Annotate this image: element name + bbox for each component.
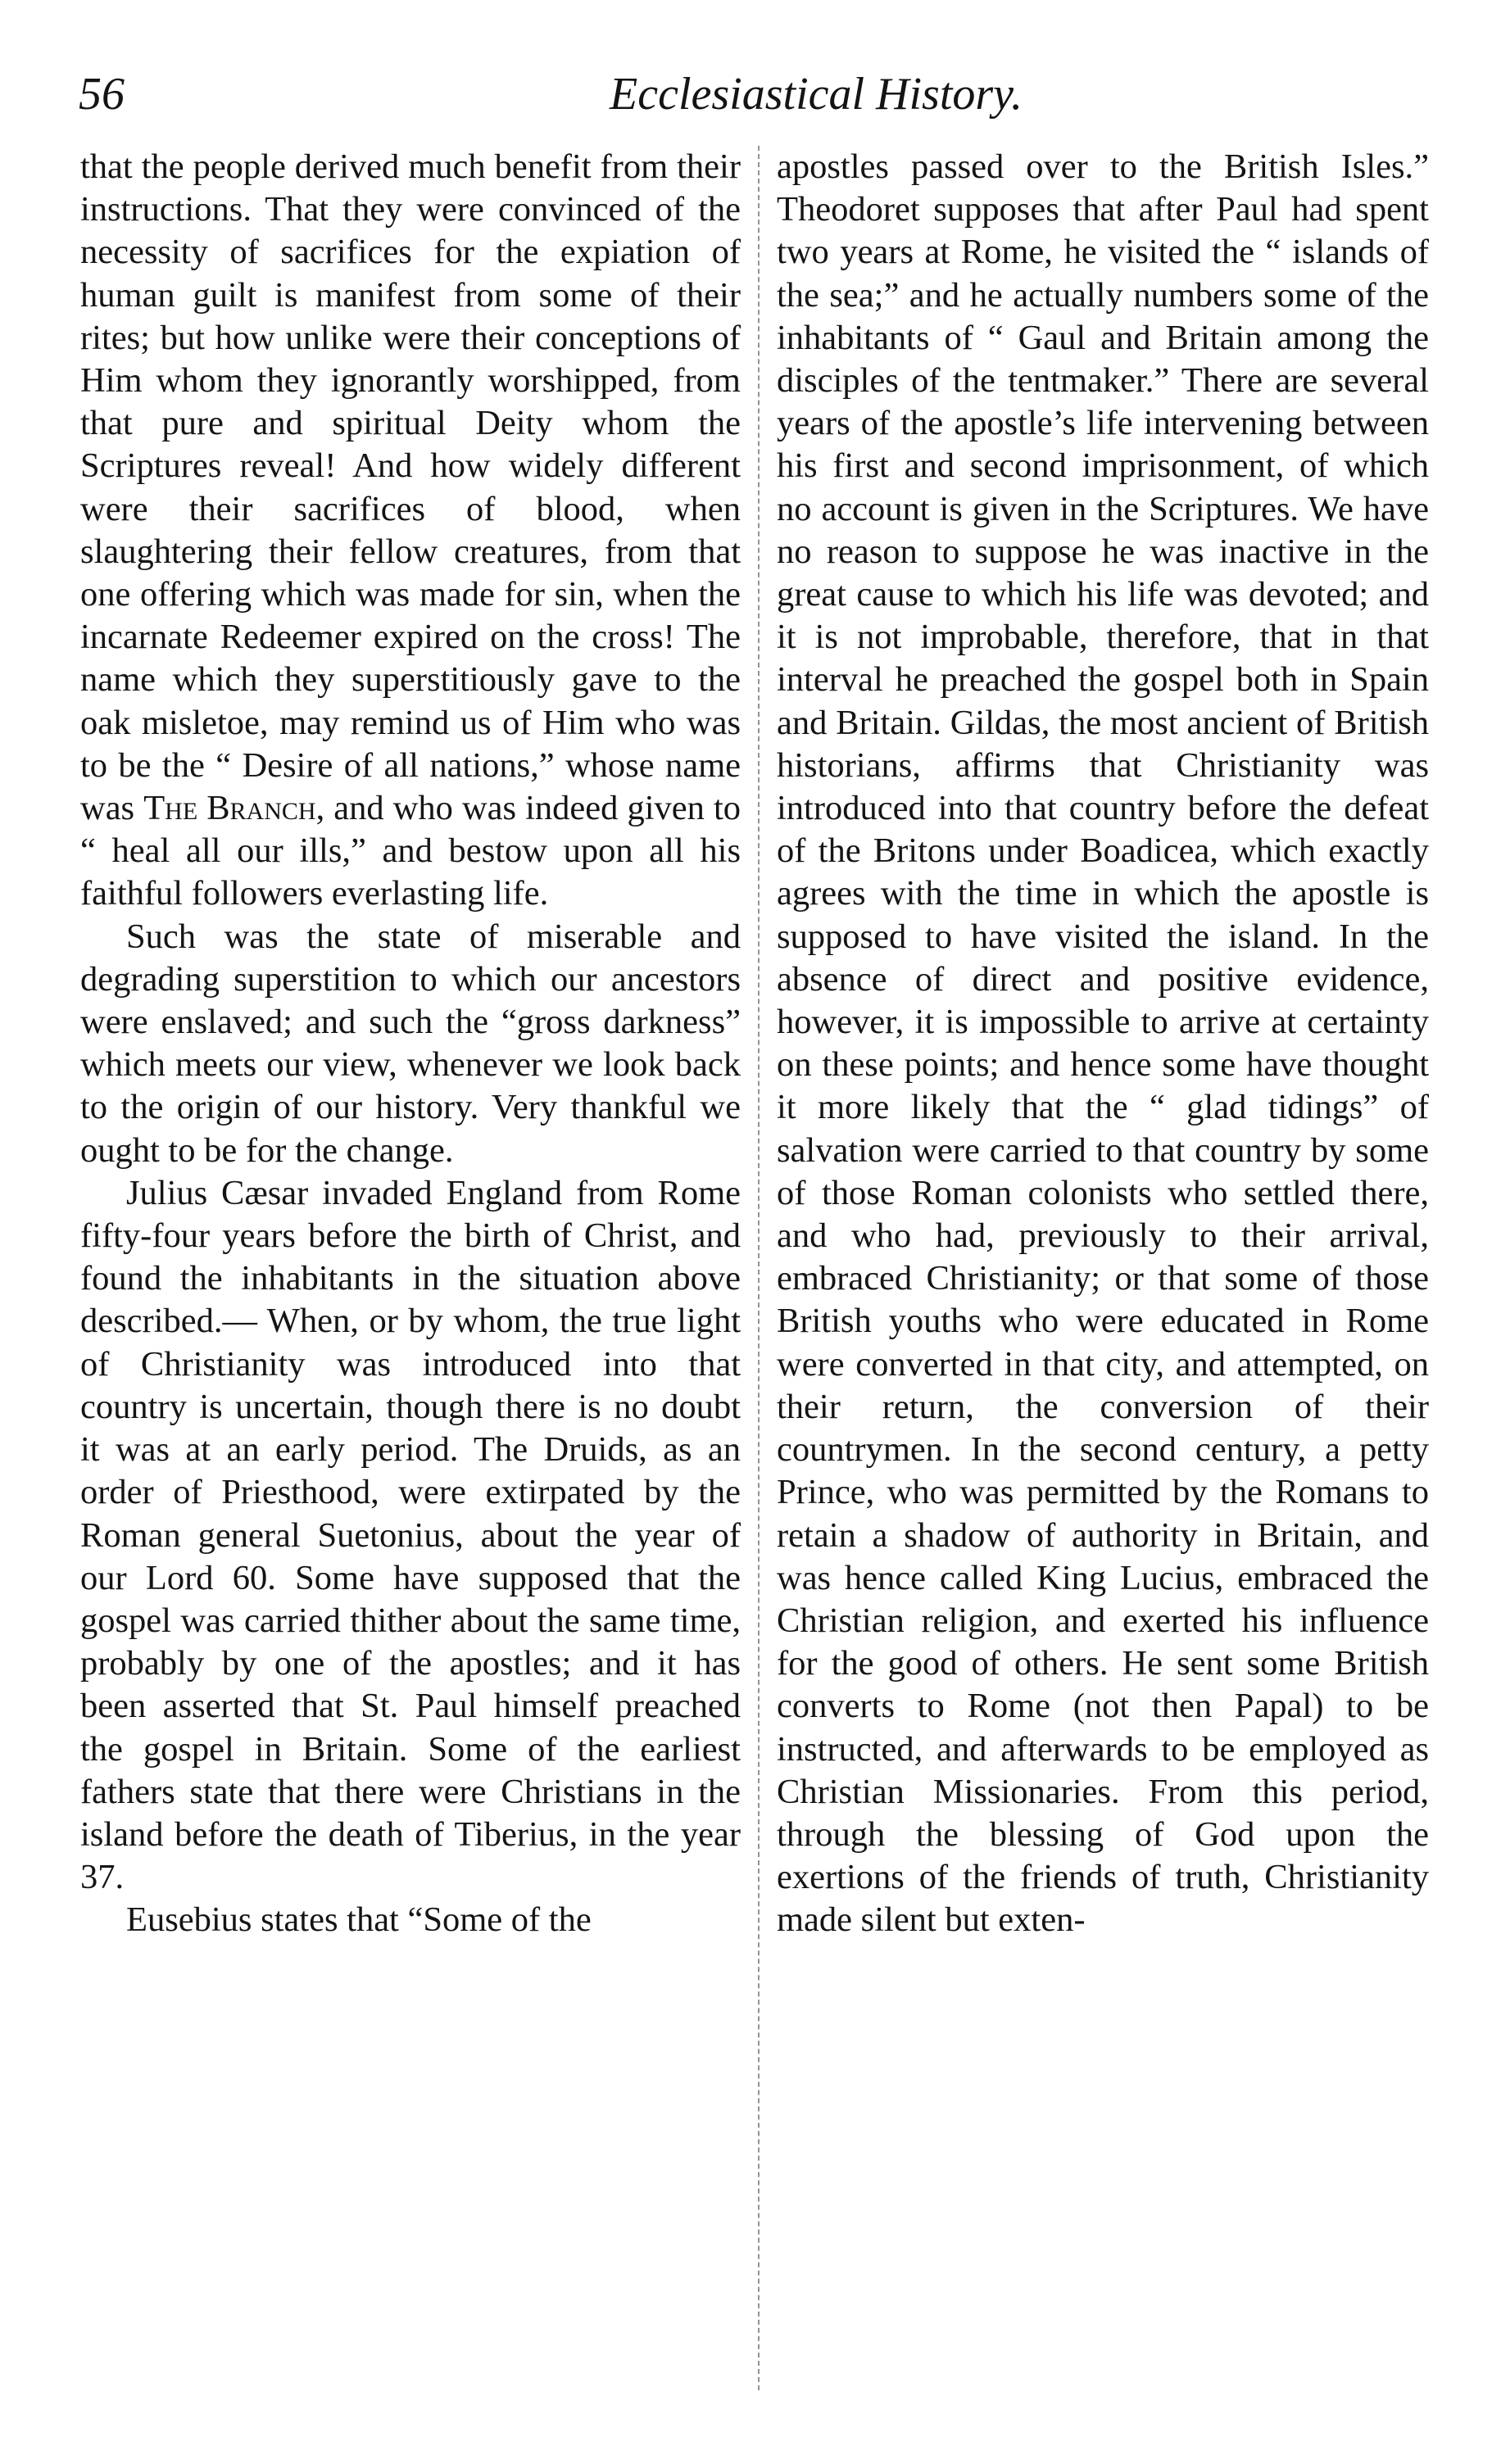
running-title: Ecclesiastical History. bbox=[610, 69, 1023, 120]
page-number: 56 bbox=[79, 69, 125, 120]
left-column bbox=[80, 146, 741, 1942]
left-paragraph-2: Such was the state of miserable and degrading superstition to which our ancestors were enslaved; and such the “gross darkness” which meets our view, whenever we look back to the origin of our history. Very thankful we ought to be for the change. bbox=[80, 917, 741, 1170]
right-column bbox=[777, 146, 1429, 1942]
right-paragraph-1: apostles passed over to the British Isles.” Theodoret supposes that after Paul had spent two years at Rome, he visited the “ islands of the sea;” and he actually numbers some of the inhabitants of “ Gaul and Britain among the disciples of the tentmaker.” There are several years of the apostle’s life intervening between his first and second imprisonment, of which no account is given in the Scriptures. We have no reason to suppose he was inactive in the great cause to which his life was devoted; and it is not improbable, therefore, that in that interval he preached the gospel both in Spain and Britain. Gildas, the most ancient of British historians, affirms that Christianity was introduced into that country before the defeat of the Britons under Boadicea, which exactly agrees with the time in which the apostle is supposed to have visited the island. In the absence of direct and positive evidence, however, it is impossible to arrive at certainty on these points; and hence some have thought it more likely that the “ glad tidings” of salvation were carried to that country by some of those Roman colonists who settled there, and who had, previously to their arrival, embraced Christianity; or that some of those British youths who were educated in Rome were converted in that city, and attempted, on their return, the conversion of their countrymen. In the second century, a petty Prince, who was permitted by the Romans to retain a shadow of authority in Britain, and was hence called King Lucius, embraced the Christian religion, and exerted his influence for the good of others. He sent some British converts to Rome (not then Papal) to be instructed, and afterwards to be employed as Christian Missionaries. From this period, through the blessing of God upon the exertions of the friends of truth, Christianity made silent but exten- bbox=[777, 147, 1429, 1940]
left-paragraph-1-end: , and who was indeed given to “ heal all our ills,” and bestow upon all his faithful followers everlasting life. bbox=[80, 789, 741, 913]
left-paragraph-3: Julius Cæsar invaded England from Rome fifty-four years before the birth of Christ, and found the inhabitants in the situation above described.— When, or by whom, the true light of Christianity was introduced into that country is uncertain, though there is no doubt it was at an early period. The Druids, as an order of Priesthood, were extirpated by the Roman general Suetonius, about the year of our Lord 60. Some have supposed that the gospel was carried thither about the same time, probably by one of the apostles; and it has been asserted that St. Paul himself preached the gospel in Britain. Some of the earliest fathers state that there were Christians in the island before the death of Tiberius, in the year 37. bbox=[80, 1173, 741, 1897]
column-divider bbox=[758, 146, 760, 2390]
left-paragraph-1-smallcaps: The Branch bbox=[143, 789, 316, 828]
left-paragraph-1-text: that the people derived much benefit from their instructions. That they were convinced of the necessity of sacrifices for the expiation of human guilt is manifest from some of their rites; but how unlike were their conceptions of Him whom they ignorantly worshipped, from that pure and spiritual Deity whom the Scriptures reveal! And how widely different were their sacrifices of blood, when slaughtering their fellow creatures, from that one offering which was made for sin, when the incarnate Redeemer expired on the cross! The name which they superstitiously gave to the oak misletoe, may remind us of Him who was to be the “ Desire of all nations,” whose name was bbox=[80, 147, 741, 828]
left-paragraph-4: Eusebius states that “Some of the bbox=[126, 1900, 592, 1940]
left-paragraph-1 bbox=[80, 146, 741, 916]
page-header bbox=[79, 57, 1431, 131]
